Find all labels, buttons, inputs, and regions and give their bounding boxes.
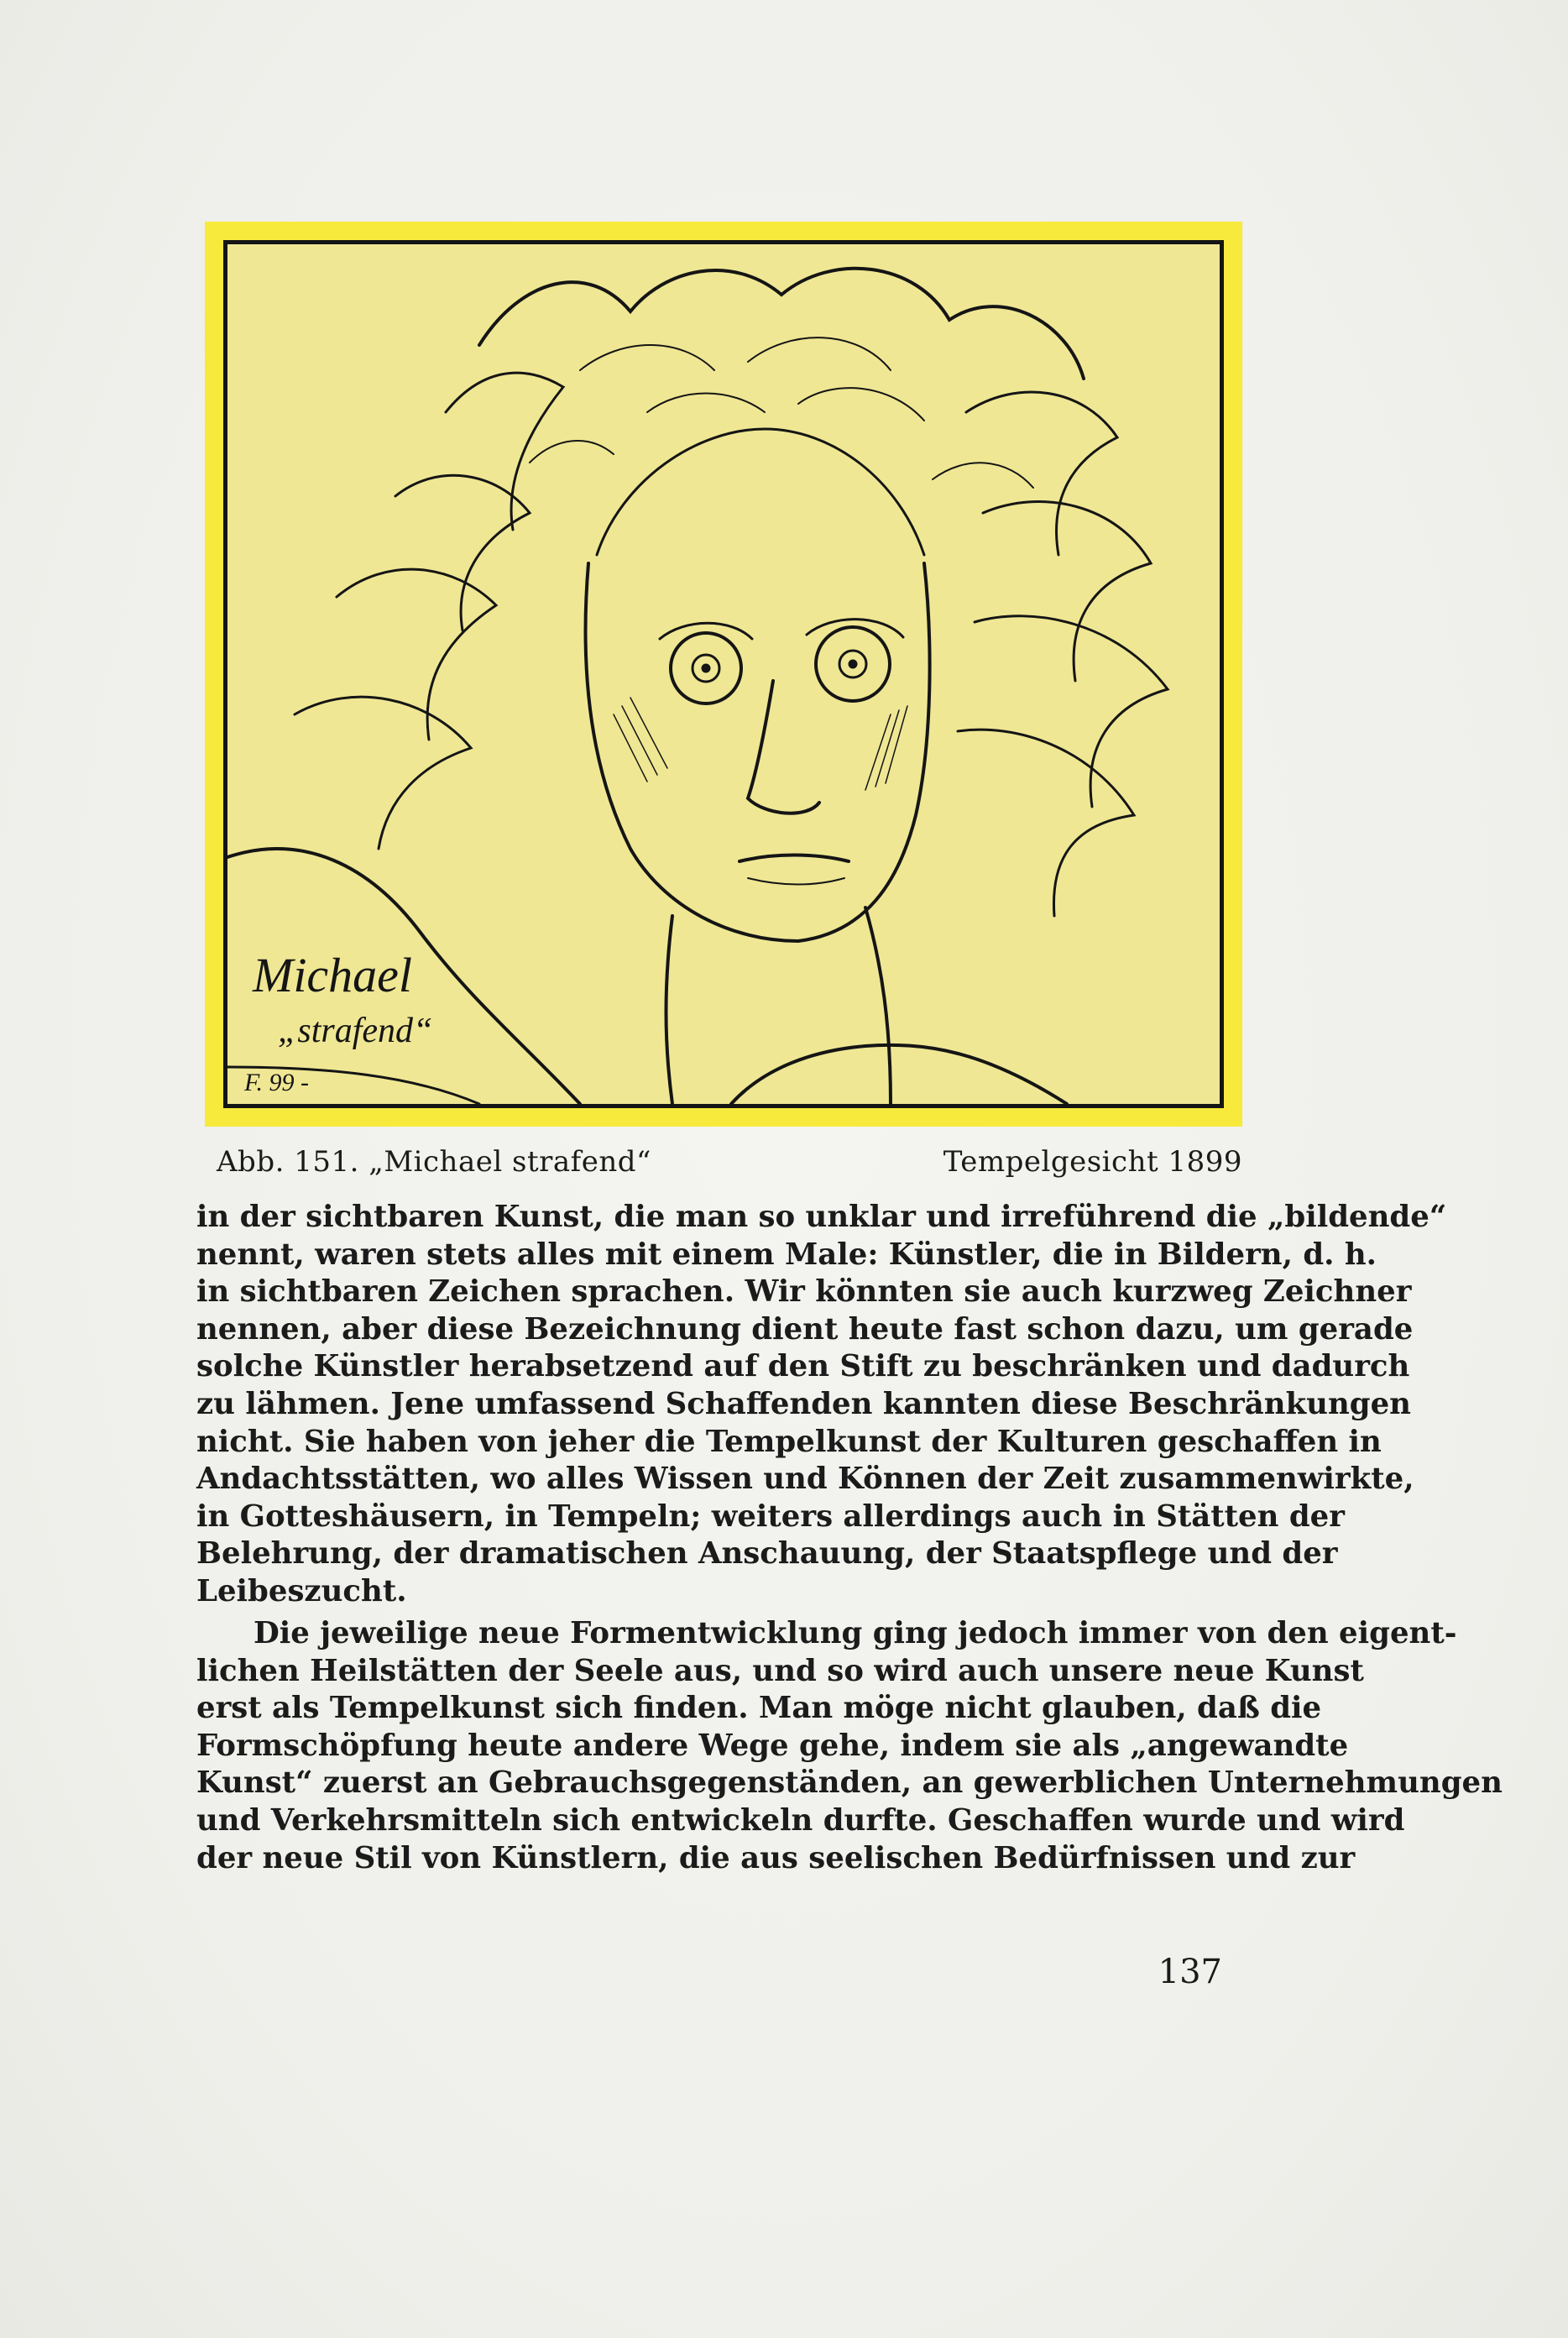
text-line: Belehrung, der dramatischen Anschauung, der Staatspflege und der xyxy=(196,1536,1338,1572)
text-line: Formschöpfung heute andere Wege gehe, indem sie als „angewandte xyxy=(196,1728,1349,1763)
text-line: solche Künstler herabsetzend auf den Stift zu beschränken und dadurch xyxy=(196,1349,1410,1384)
text-line: in Gotteshäusern, in Tempeln; weiters allerdings auch in Stätten der xyxy=(196,1499,1345,1534)
figure-caption: Abb. 151. „Michael strafend“ xyxy=(217,1145,651,1179)
text-line: nennen, aber diese Bezeichnung dient heute fast schon dazu, um gerade xyxy=(196,1311,1414,1347)
text-line: Die jeweilige neue Formentwicklung ging jedoch immer von den eigent- xyxy=(253,1616,1457,1650)
text-line: der neue Stil von Künstlern, die aus seelischen Bedürfnissen und zur xyxy=(196,1840,1356,1875)
text-line: lichen Heilstätten der Seele aus, und so wird auch unsere neue Kunst xyxy=(196,1653,1364,1688)
illustration-michael-strafend xyxy=(223,240,1224,1108)
figure-attribution: Tempelgesicht 1899 xyxy=(943,1145,1242,1179)
page-number: 137 xyxy=(1158,1953,1222,1991)
text-line: in der sichtbaren Kunst, die man so unklar und irreführend die „bildende“ xyxy=(196,1200,1447,1234)
text-line: in sichtbaren Zeichen sprachen. Wir könnten sie auch kurzweg Zeichner xyxy=(196,1274,1412,1310)
monogram: F. 99 - xyxy=(244,1069,309,1096)
text-line: nennt, waren stets alles mit einem Male: Künstler, die in Bildern, d. h. xyxy=(196,1237,1377,1272)
text-line: nicht. Sie haben von jeher die Tempelkunst der Kulturen geschaffen in xyxy=(196,1424,1382,1459)
signature-michael: Michael xyxy=(253,948,413,1002)
text-line: Leibeszucht. xyxy=(196,1573,407,1608)
text-line: Andachtsstätten, wo alles Wissen und Können der Zeit zusammenwirkte, xyxy=(196,1462,1414,1497)
body-paragraph-1 xyxy=(196,1199,1447,1611)
signature-strafend: „strafend“ xyxy=(278,1012,433,1050)
text-line: zu lähmen. Jene umfassend Schaffenden kannten diese Beschränkungen xyxy=(196,1386,1411,1421)
text-line: erst als Tempelkunst sich finden. Man möge nicht glauben, daß die xyxy=(196,1691,1322,1726)
illustration-plate xyxy=(205,222,1242,1127)
body-paragraph-2 xyxy=(196,1615,1503,1877)
text-line: und Verkehrsmitteln sich entwickeln durfte. Geschaffen wurde und wird xyxy=(196,1802,1405,1838)
text-line: Kunst“ zuerst an Gebrauchsgegenständen, an gewerblichen Unternehmungen xyxy=(196,1765,1503,1801)
portrait-drawing xyxy=(227,244,1220,1104)
